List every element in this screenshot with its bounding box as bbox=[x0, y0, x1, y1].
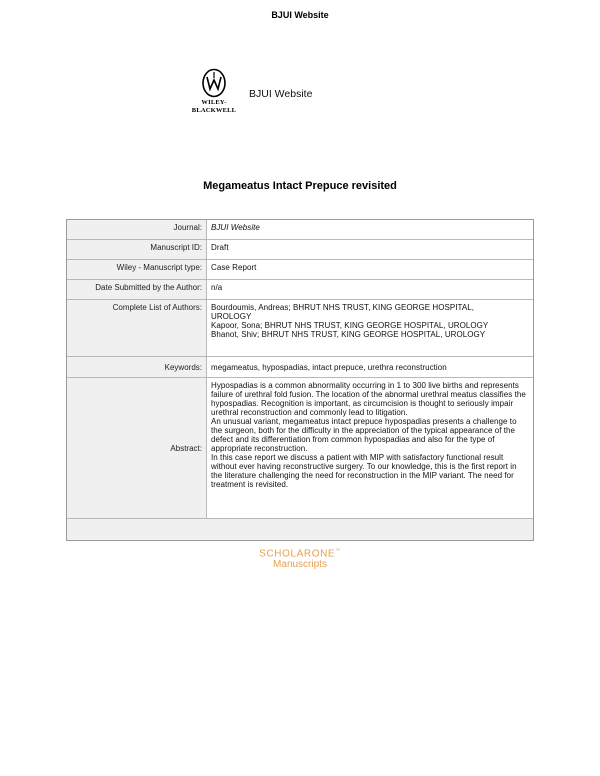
row-authors bbox=[67, 300, 533, 357]
authors-label: Complete List of Authors: bbox=[67, 300, 207, 356]
author-line: Kapoor, Sona; BHRUT NHS TRUST, KING GEORGE HOSPITAL, UROLOGY bbox=[211, 321, 489, 330]
document-title: Megameatus Intact Prepuce revisited bbox=[203, 180, 397, 192]
date-submitted-value: n/a bbox=[211, 283, 223, 292]
date-submitted-label: Date Submitted by the Author: bbox=[67, 280, 207, 299]
wiley-blackwell-logo bbox=[188, 68, 240, 114]
manuscript-type-value: Case Report bbox=[211, 263, 257, 272]
site-name: BJUI Website bbox=[249, 88, 313, 100]
abstract-value bbox=[207, 378, 533, 518]
author-line: UROLOGY bbox=[211, 312, 252, 321]
scholarone-product: Manuscripts bbox=[273, 559, 327, 571]
scholarone-logo bbox=[0, 546, 600, 570]
abstract-paragraph: An unusual variant, megameatus intact prepuce hypospadias presents a challenge to the surgeon, both for the difficulty in the appreciation of the typical appearance of the defect and its differentiation from common hypospadias and also for the type of appropriate reconstruction. bbox=[211, 417, 517, 453]
journal-value: BJUI Website bbox=[211, 223, 260, 232]
scholarone-brand: SCHOLARONE bbox=[259, 548, 336, 560]
abstract-paragraph: In this case report we discuss a patient with MIP with satisfactory functional result without ever having reconstructive surgery. To our knowledge, this is the first report in the literature challenging the need for reconstruction in the MIP variant. The need for treatment is revisited. bbox=[211, 453, 517, 489]
row-date-submitted bbox=[67, 280, 533, 300]
keywords-label: Keywords: bbox=[67, 357, 207, 377]
manuscript-id-label: Manuscript ID: bbox=[67, 240, 207, 259]
abstract-label: Abstract: bbox=[67, 378, 207, 518]
row-empty bbox=[67, 519, 533, 540]
logo-wordmark-line2: BLACKWELL bbox=[191, 107, 237, 114]
row-abstract bbox=[67, 378, 533, 519]
logo-wordmark-line1: WILEY- bbox=[201, 99, 227, 106]
author-line: Bourdoumis, Andreas; BHRUT NHS TRUST, KING GEORGE HOSPITAL, bbox=[211, 303, 475, 312]
authors-value bbox=[207, 300, 533, 356]
row-journal bbox=[67, 220, 533, 240]
manuscript-type-label: Wiley - Manuscript type: bbox=[67, 260, 207, 279]
row-keywords bbox=[67, 357, 533, 378]
journal-label: Journal: bbox=[67, 220, 207, 239]
wiley-emblem-icon bbox=[201, 68, 227, 98]
page-header-title: BJUI Website bbox=[271, 10, 329, 20]
row-manuscript-type bbox=[67, 260, 533, 280]
keywords-value: megameatus, hypospadias, intact prepuce, urethra reconstruction bbox=[211, 362, 447, 372]
manuscript-id-value: Draft bbox=[211, 243, 229, 252]
manuscript-details-table bbox=[66, 219, 534, 541]
trademark-mark: ™ bbox=[335, 548, 341, 554]
author-line: Bhanot, Shiv; BHRUT NHS TRUST, KING GEORGE HOSPITAL, UROLOGY bbox=[211, 330, 486, 339]
row-manuscript-id bbox=[67, 240, 533, 260]
abstract-paragraph: Hypospadias is a common abnormality occurring in 1 to 300 live births and represents failure of urethral fold fusion. The location of the abnormal urethral meatus classifies the hypospadias. Recognition is important, as circumcision is thought to seriously impair urethral reconstruction and commonly lead to litigation. bbox=[211, 381, 526, 417]
